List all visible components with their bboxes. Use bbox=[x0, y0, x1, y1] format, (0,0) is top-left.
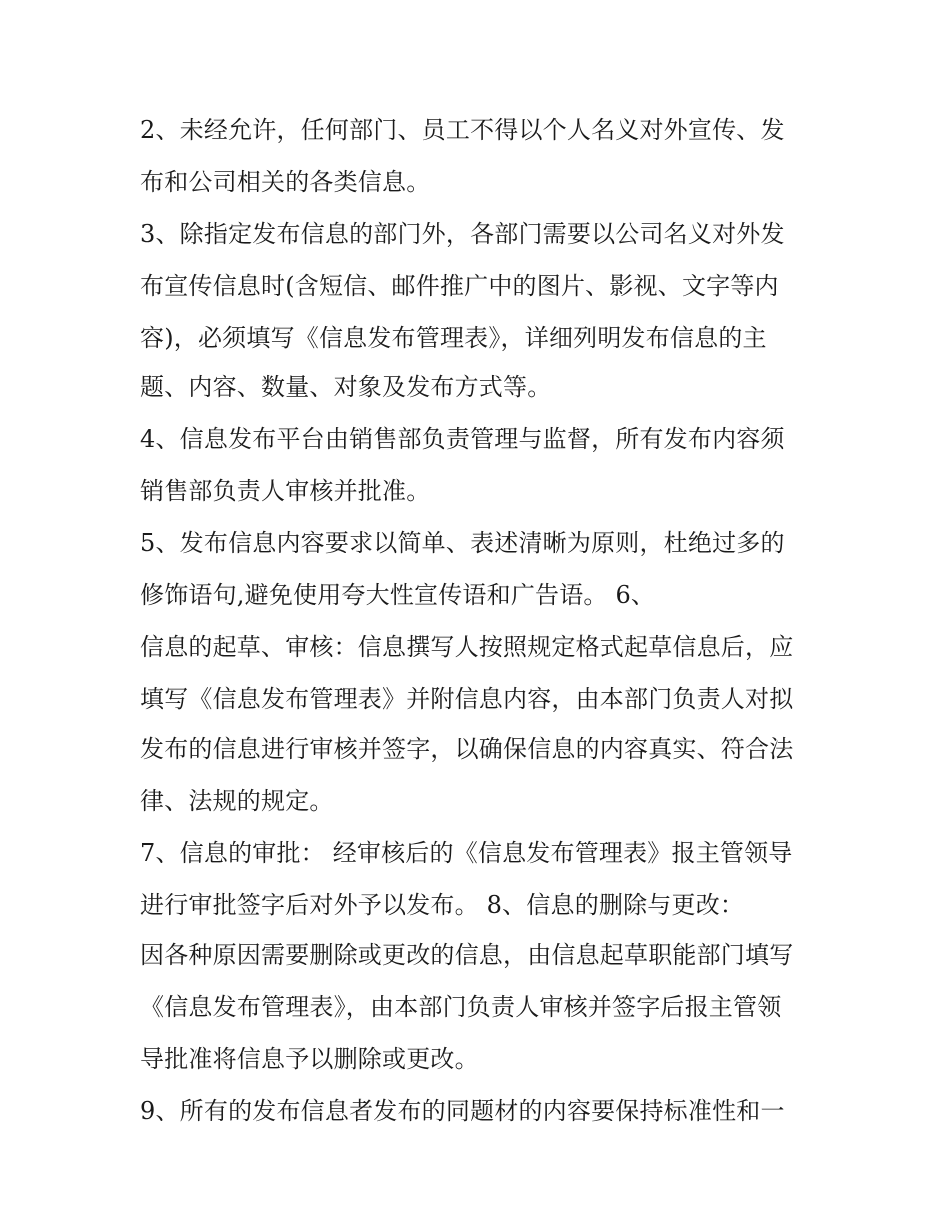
text-line: 7、信息的审批： 经审核后的《信息发布管理表》报主管领导 bbox=[140, 839, 793, 867]
text-line: 4、信息发布平台由销售部负责管理与监督，所有发布内容须 bbox=[140, 425, 785, 453]
text-line: 《信息发布管理表》，由本部门负责人审核并签字后报主管领 bbox=[140, 993, 782, 1021]
text-line: 3、除指定发布信息的部门外，各部门需要以公司名义对外发 bbox=[140, 220, 785, 248]
text-line: 导批准将信息予以删除或更改。 bbox=[140, 1045, 479, 1073]
text-line: 销售部负责人审核并批准。 bbox=[140, 477, 431, 505]
text-line: 布宣传信息时(含短信、邮件推广中的图片、影视、文字等内 bbox=[140, 272, 779, 300]
text-line: 填写《信息发布管理表》并附信息内容，由本部门负责人对拟 bbox=[140, 685, 794, 713]
text-line: 律、法规的规定。 bbox=[140, 787, 334, 815]
text-line: 9、所有的发布信息者发布的同题材的内容要保持标准性和一 bbox=[140, 1097, 785, 1125]
text-line: 容)，必须填写《信息发布管理表》，详细列明发布信息的主 bbox=[140, 324, 767, 352]
text-line: 布和公司相关的各类信息。 bbox=[140, 168, 431, 196]
text-line: 因各种原因需要删除或更改的信息，由信息起草职能部门填写 bbox=[140, 941, 794, 969]
text-line: 发布的信息进行审核并签字，以确保信息的内容真实、符合法 bbox=[140, 735, 794, 763]
text-line: 修饰语句,避免使用夸大性宣传语和广告语。 6、 bbox=[140, 581, 656, 609]
text-line: 进行审批签字后对外予以发布。 8、信息的删除与更改： bbox=[140, 891, 745, 919]
text-line: 题、内容、数量、对象及发布方式等。 bbox=[140, 373, 552, 401]
text-line: 信息的起草、审核：信息撰写人按照规定格式起草信息后，应 bbox=[140, 633, 794, 661]
text-line: 5、发布信息内容要求以简单、表述清晰为原则，杜绝过多的 bbox=[140, 529, 785, 557]
text-line: 2、未经允许，任何部门、员工不得以个人名义对外宣传、发 bbox=[140, 116, 785, 144]
